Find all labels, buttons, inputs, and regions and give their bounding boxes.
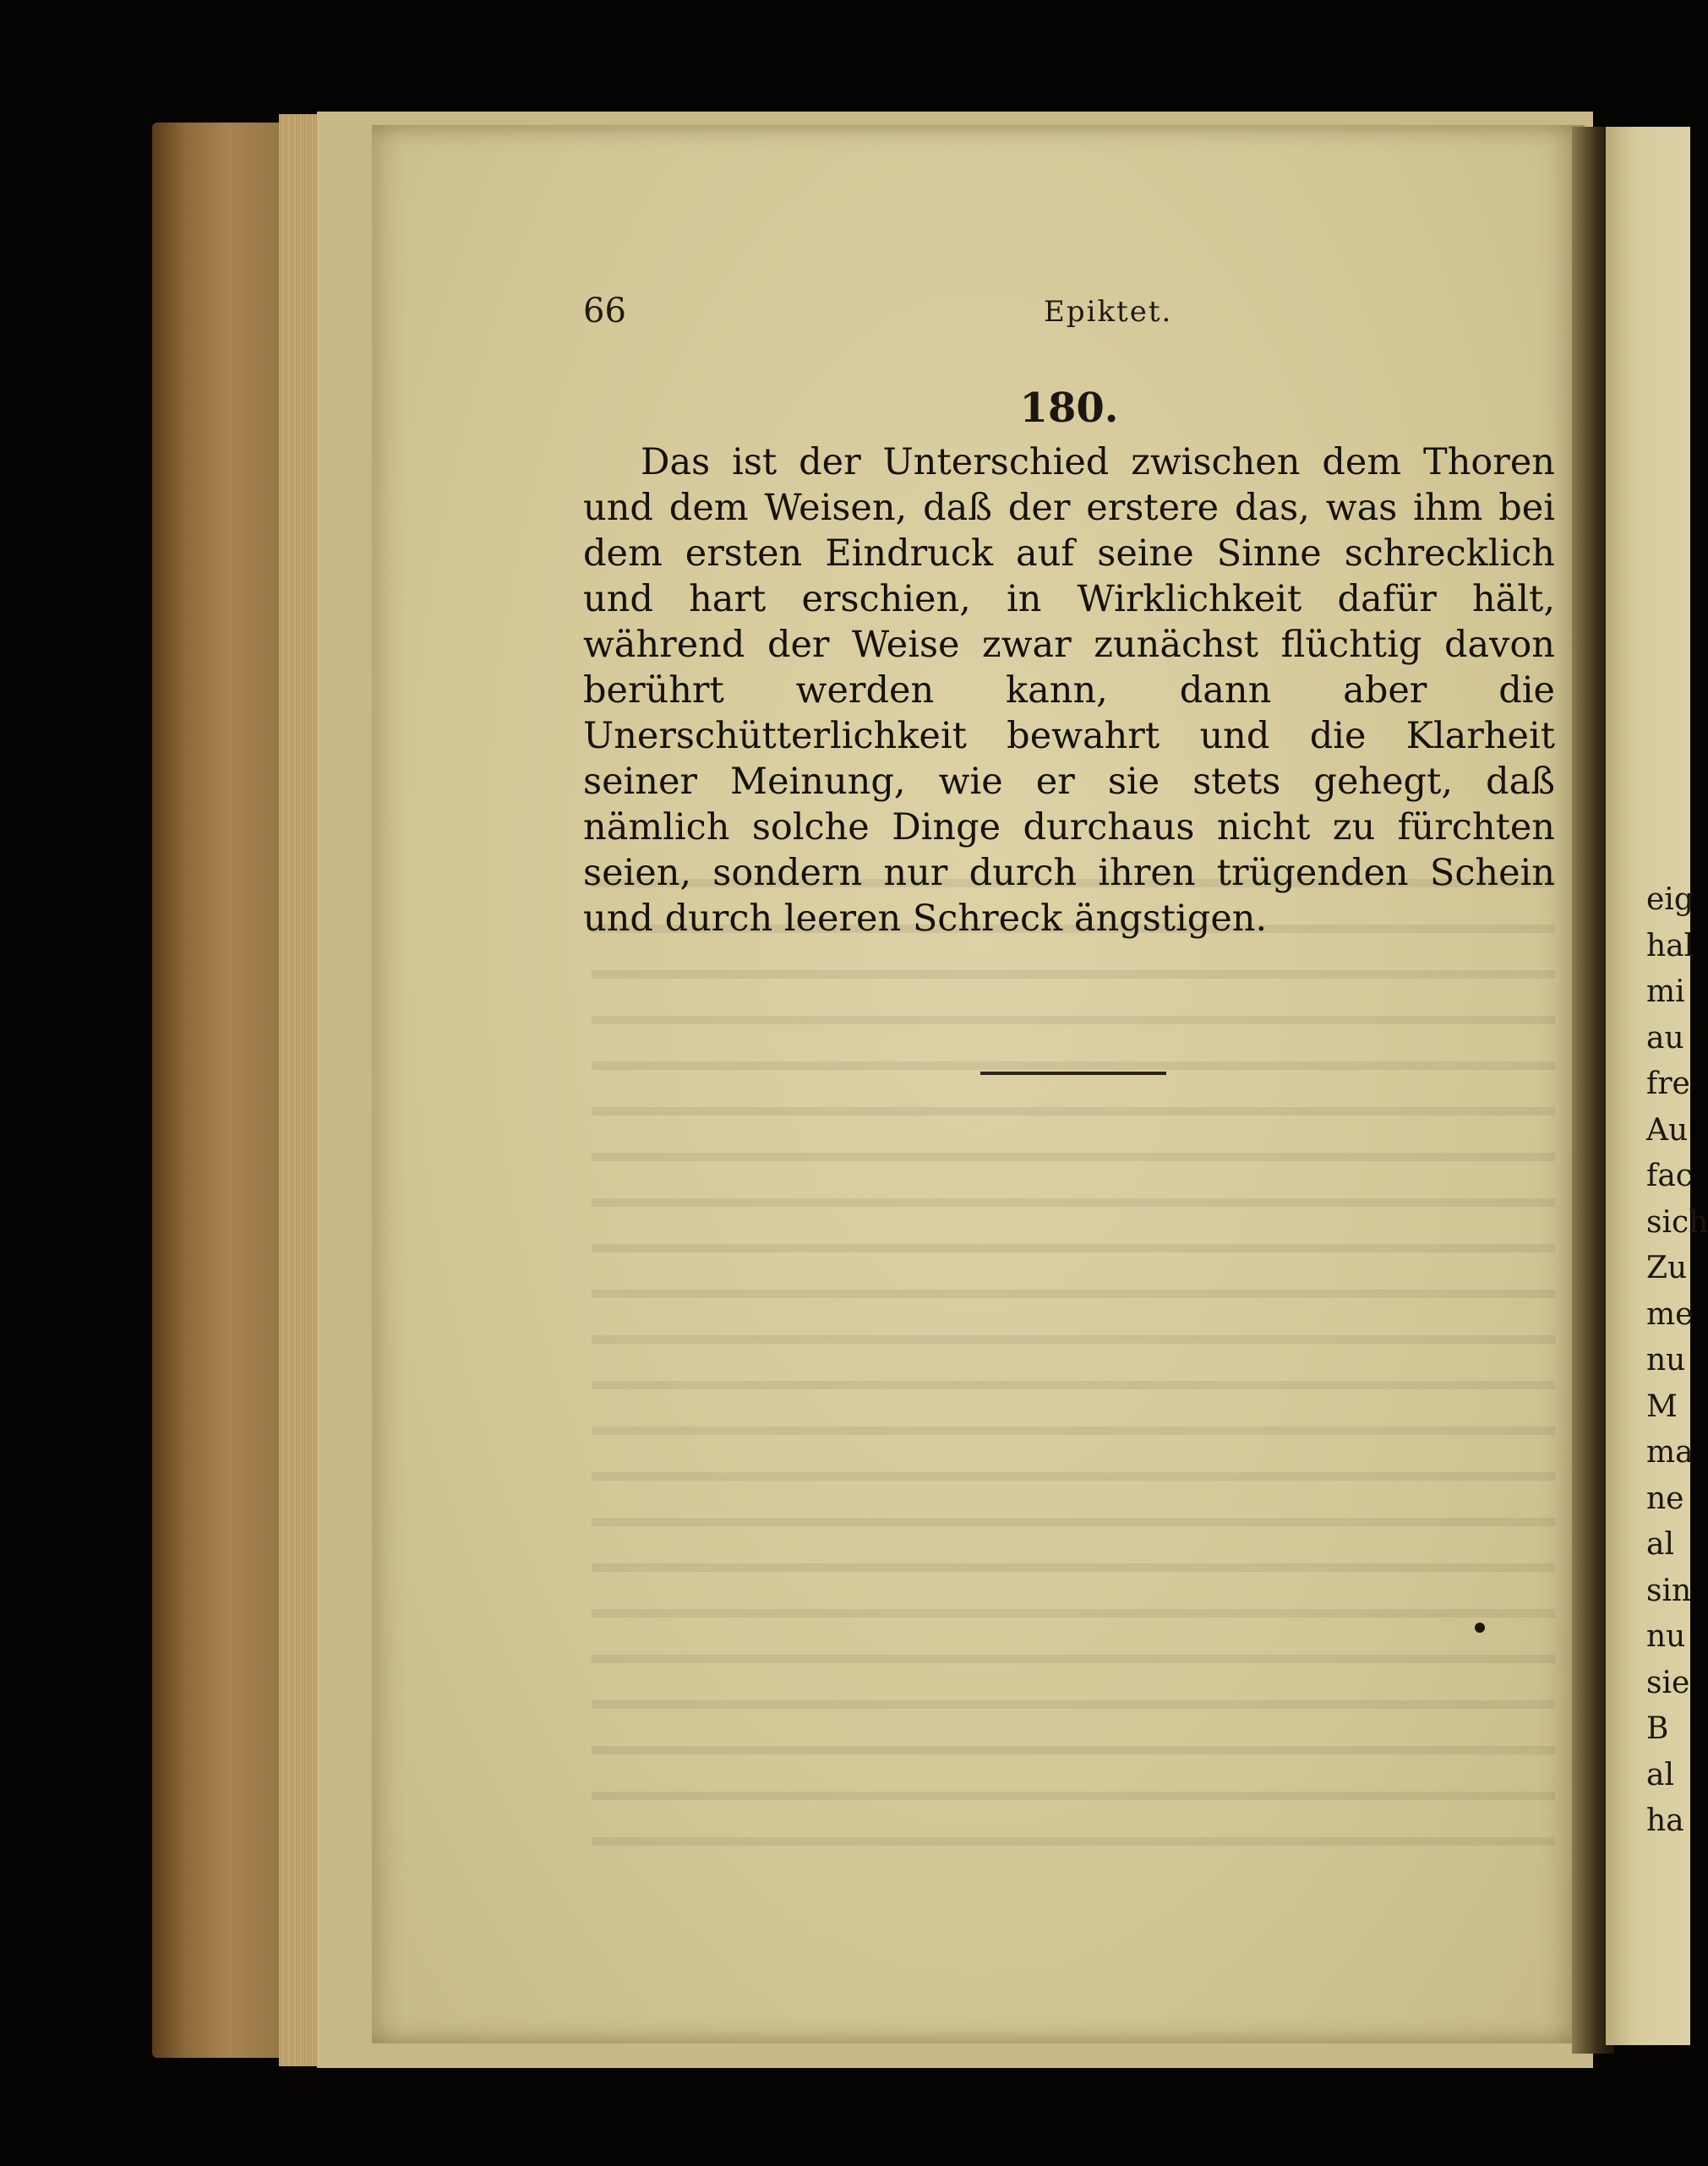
right-fragment: nu: [1646, 1619, 1686, 1654]
section-divider-rule: [980, 1072, 1166, 1075]
ink-dot: [1475, 1623, 1485, 1633]
right-fragment: mi: [1646, 974, 1685, 1009]
right-fragment: Zu: [1646, 1251, 1688, 1285]
right-fragment: al: [1646, 1757, 1674, 1792]
right-fragment: Au: [1646, 1112, 1689, 1148]
section-number: 180.: [1019, 385, 1119, 432]
right-fragment: ha: [1646, 1803, 1684, 1838]
right-fragment: au: [1646, 1020, 1684, 1056]
running-title: Epiktet.: [1044, 295, 1173, 329]
right-fragment: ma: [1646, 1435, 1694, 1470]
right-fragment: B: [1646, 1711, 1669, 1746]
right-fragment: sie: [1646, 1665, 1690, 1700]
right-fragment: sin: [1646, 1573, 1692, 1608]
right-fragment: M: [1646, 1389, 1678, 1424]
right-fragment: fre: [1646, 1067, 1690, 1101]
page-number: 66: [583, 292, 626, 330]
body-paragraph: Das ist der Unterschied zwischen dem Thoren und dem Weisen, daß der erstere das, was ihm bei dem ersten Eindruck auf seine Sinne schrecklich und hart erschien, in Wirklichkeit dafür hält, während der Weise zwar zunächst flüchtig davon berührt werden kann, dann aber die Unerschütterlichkeit bewahrt und die Klarheit seiner Meinung, wie er sie stets gehegt, daß nämlich solche Dinge durchaus nicht zu fürchten seien, sondern nur durch ihren trügenden Schein und durch leeren Schreck ängstigen.: [583, 441, 1555, 940]
right-fragment: eig: [1646, 882, 1694, 917]
right-fragment: sich: [1646, 1204, 1708, 1240]
right-fragment: ne: [1646, 1481, 1684, 1516]
right-fragment: fac: [1646, 1159, 1693, 1193]
page-header: [583, 292, 1555, 334]
right-fragment: al: [1646, 1527, 1674, 1562]
right-fragment: hal: [1646, 928, 1694, 963]
right-fragment: me: [1646, 1296, 1694, 1332]
right-page-text-fragments: [1646, 877, 1708, 1845]
right-fragment: nu: [1646, 1343, 1686, 1378]
